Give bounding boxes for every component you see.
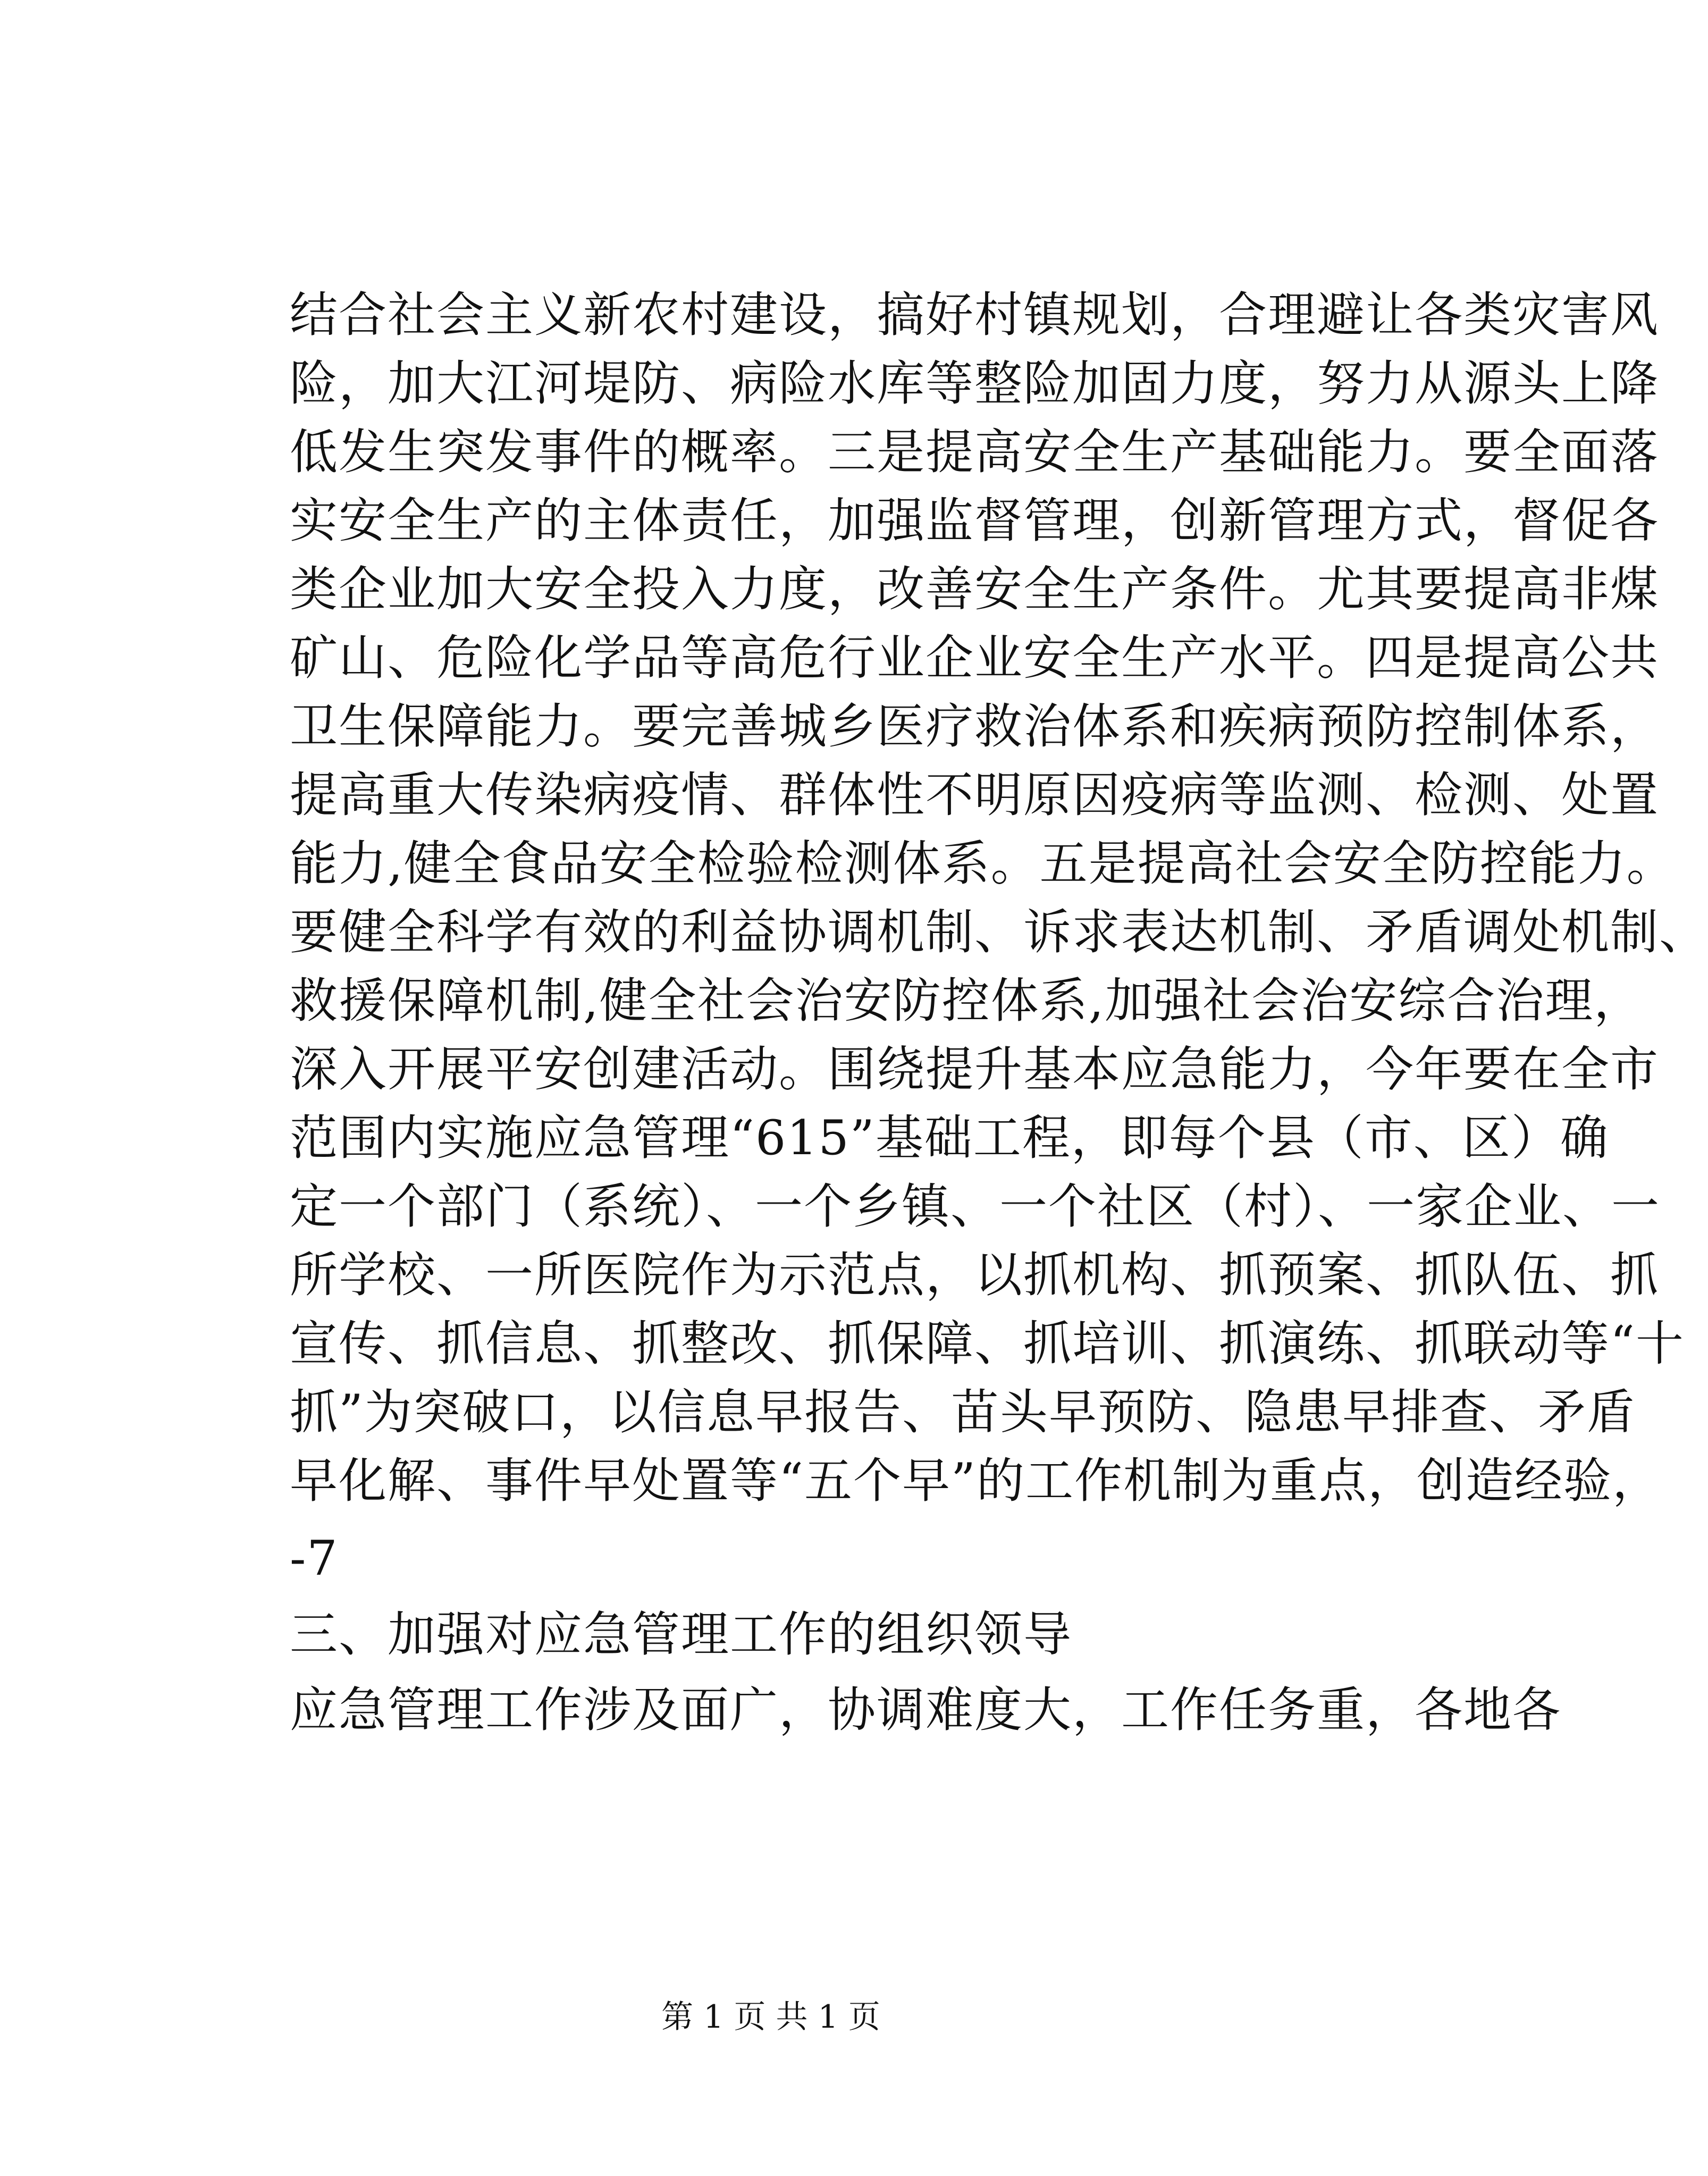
body-line: 卫生保障能力。要完善城乡医疗救治体系和疾病预防控制体系， (290, 699, 1659, 754)
body-line: 要健全科学有效的利益协调机制、诉求表达机制、矛盾调处机制、 (290, 904, 1708, 960)
page-footer: 第 1 页 共 1 页 (661, 1998, 880, 2036)
body-line: 矿山、危险化学品等高危行业企业安全生产水平。四是提高公共 (290, 630, 1659, 686)
body-line: 抓”为突破口，以信息早报告、苗头早预防、隐患早排查、矛盾 (290, 1384, 1636, 1440)
page-marker: -7 (290, 1531, 339, 1586)
body-line: 实安全生产的主体责任，加强监督管理，创新管理方式，督促各 (290, 493, 1659, 549)
section-heading: 三、加强对应急管理工作的组织领导 (290, 1607, 1072, 1662)
body-line: 早化解、事件早处置等“五个早”的工作机制为重点，创造经验， (290, 1453, 1662, 1509)
body-line: 险，加大江河堤防、病险水库等整险加固力度，努力从源头上降 (290, 356, 1659, 411)
body-line: 宣传、抓信息、抓整改、抓保障、抓培训、抓演练、抓联动等“十 (290, 1316, 1685, 1372)
body-line: 类企业加大安全投入力度，改善安全生产条件。尤其要提高非煤 (290, 561, 1659, 617)
body-line: 提高重大传染病疫情、群体性不明原因疫病等监测、检测、处置 (290, 767, 1659, 823)
body-line: 应急管理工作涉及面广，协调难度大，工作任务重，各地各 (290, 1682, 1561, 1738)
body-line: 能力,健全食品安全检验检测体系。五是提高社会安全防控能力。 (290, 836, 1676, 892)
body-line: 范围内实施应急管理“615”基础工程，即每个县（市、区）确 (290, 1110, 1609, 1166)
body-line: 深入开展平安创建活动。围绕提升基本应急能力，今年要在全市 (290, 1041, 1659, 1097)
body-line: 低发生突发事件的概率。三是提高安全生产基础能力。要全面落 (290, 424, 1659, 480)
body-line: 定一个部门（系统）、一个乡镇、一个社区（村）、一家企业、一 (290, 1179, 1660, 1234)
body-line: 救援保障机制,健全社会治安防控体系,加强社会治安综合治理， (290, 973, 1643, 1029)
body-line: 结合社会主义新农村建设，搞好村镇规划，合理避让各类灾害风 (290, 287, 1659, 343)
body-line: 所学校、一所医院作为示范点，以抓机构、抓预案、抓队伍、抓 (290, 1247, 1659, 1303)
